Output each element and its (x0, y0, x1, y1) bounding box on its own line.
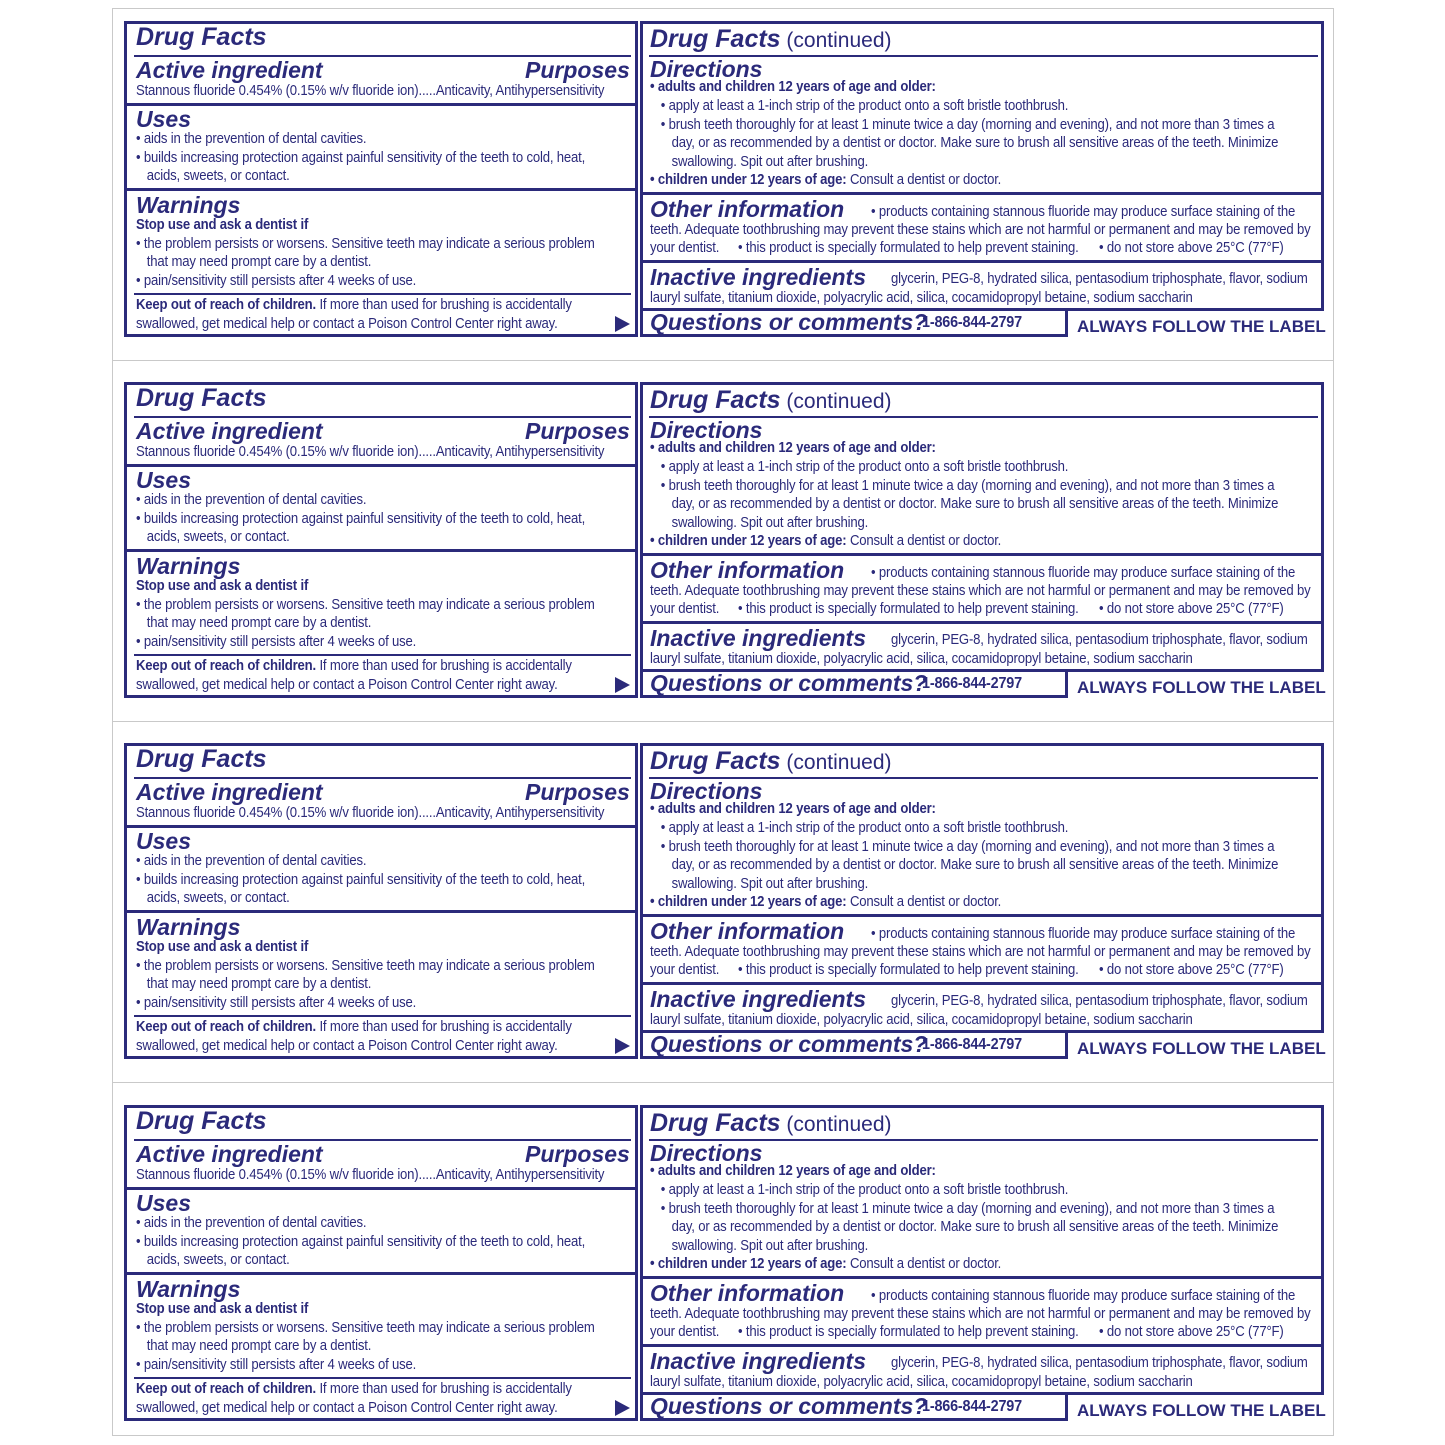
other-information-line: teeth. Adequate toothbrushing may prevent these stains which are not harmful or permanent and may be removed by (650, 583, 1311, 599)
divider (127, 1187, 635, 1190)
directions-item-continued: day, or as recommended by a dentist or doctor. Make sure to brush all sensitive areas of the teeth. Minimize (671, 857, 1279, 873)
directions-adults: • adults and children 12 years of age and older: (650, 79, 936, 95)
drug-facts-panel (124, 382, 1324, 702)
other-information-line: • this product is specially formulated to help prevent staining. (738, 1324, 1079, 1340)
divider (134, 293, 631, 295)
directions-item: • brush teeth thoroughly for at least 1 minute twice a day (morning and evening), and not more than 3 times a (660, 478, 1275, 494)
continued-suffix: (continued) (780, 751, 892, 774)
other-information-line: your dentist. (650, 962, 720, 978)
divider (643, 192, 1321, 195)
warnings-heading: Warnings (136, 192, 241, 218)
warnings-item-continued: that may need prompt care by a dentist. (146, 615, 372, 631)
directions-heading: Directions (650, 778, 763, 804)
uses-heading: Uses (136, 106, 191, 132)
drug-facts-left-box (124, 743, 638, 1059)
other-information-heading: Other information (650, 557, 845, 583)
directions-children (650, 1255, 1001, 1274)
directions-adults: • adults and children 12 years of age and older: (650, 440, 936, 456)
other-information-heading: Other information (650, 1280, 845, 1306)
other-information-line: your dentist. (650, 1324, 720, 1340)
other-information-line: • products containing stannous fluoride may produce surface staining of the (871, 204, 1296, 220)
drug-facts-continued-box (640, 1105, 1324, 1395)
directions-item: • brush teeth thoroughly for at least 1 minute twice a day (morning and evening), and not more than 3 times a (660, 1201, 1275, 1217)
inactive-ingredients-heading: Inactive ingredients (650, 986, 867, 1012)
other-information-line: • this product is specially formulated to help prevent staining. (738, 962, 1079, 978)
directions-item: • brush teeth thoroughly for at least 1 minute twice a day (morning and evening), and not more than 3 times a (660, 839, 1275, 855)
keep-out-bold: Keep out of reach of children. (136, 658, 316, 674)
directions-item-continued: swallowing. Spit out after brushing. (671, 515, 869, 531)
warnings-heading: Warnings (136, 553, 241, 579)
phone-number: 1-866-844-2797 (922, 1036, 1022, 1053)
warnings-item-continued: that may need prompt care by a dentist. (146, 254, 372, 270)
directions-children-bold: • children under 12 years of age: (650, 172, 847, 188)
inactive-ingredients-line: lauryl sulfate, titanium dioxide, polyacrylic acid, silica, cocamidopropyl betaine, sodium saccharin (650, 1374, 1193, 1390)
continued-title-main: Drug Facts (650, 747, 781, 775)
divider (127, 103, 635, 106)
active-ingredient-heading: Active ingredient (136, 779, 323, 805)
keep-out-rest: If more than used for brushing is accidentally (315, 1381, 572, 1397)
uses-item: • aids in the prevention of dental cavities. (136, 131, 367, 147)
continued-title-main: Drug Facts (650, 386, 781, 414)
other-information-line: • products containing stannous fluoride may produce surface staining of the (871, 1288, 1296, 1304)
active-ingredient-heading: Active ingredient (136, 418, 323, 444)
other-information-heading: Other information (650, 918, 845, 944)
inactive-ingredients-line: glycerin, PEG-8, hydrated silica, pentasodium triphosphate, flavor, sodium (891, 993, 1308, 1009)
continued-title-main: Drug Facts (650, 25, 781, 53)
continued-title (650, 26, 892, 54)
keep-out-line (136, 657, 572, 676)
other-information-line: • products containing stannous fluoride may produce surface staining of the (871, 565, 1296, 581)
warnings-item-continued: that may need prompt care by a dentist. (146, 976, 372, 992)
keep-out-bold: Keep out of reach of children. (136, 1381, 316, 1397)
uses-item-continued: acids, sweets, or contact. (146, 890, 290, 906)
directions-heading: Directions (650, 56, 763, 82)
directions-adults: • adults and children 12 years of age and older: (650, 801, 936, 817)
warnings-heading: Warnings (136, 1276, 241, 1302)
phone-number: 1-866-844-2797 (922, 675, 1022, 692)
divider (127, 910, 635, 913)
continued-title (650, 1110, 892, 1138)
questions-heading: Questions or comments? (650, 670, 928, 696)
directions-adults: • adults and children 12 years of age and older: (650, 1163, 936, 1179)
inactive-ingredients-line: lauryl sulfate, titanium dioxide, polyacrylic acid, silica, cocamidopropyl betaine, sodium saccharin (650, 1012, 1193, 1028)
always-follow-the-label: ALWAYS FOLLOW THE LABEL (1077, 317, 1326, 336)
phone-number: 1-866-844-2797 (922, 1398, 1022, 1415)
warnings-item-continued: that may need prompt care by a dentist. (146, 1338, 372, 1354)
keep-out-line (136, 1380, 572, 1399)
keep-out-line-2: swallowed, get medical help or contact a Poison Control Center right away. (136, 677, 558, 693)
other-information-line: • products containing stannous fluoride may produce surface staining of the (871, 926, 1296, 942)
questions-heading: Questions or comments? (650, 1393, 928, 1419)
drug-facts-title: Drug Facts (136, 23, 267, 51)
other-information-line: your dentist. (650, 601, 720, 617)
directions-item-continued: swallowing. Spit out after brushing. (671, 876, 869, 892)
keep-out-line-2: swallowed, get medical help or contact a Poison Control Center right away. (136, 1400, 558, 1416)
divider (643, 553, 1321, 556)
keep-out-line (136, 296, 572, 315)
inactive-ingredients-heading: Inactive ingredients (650, 625, 867, 651)
inactive-ingredients-line: glycerin, PEG-8, hydrated silica, pentasodium triphosphate, flavor, sodium (891, 1355, 1308, 1371)
other-information-line: teeth. Adequate toothbrushing may prevent these stains which are not harmful or permanent and may be removed by (650, 222, 1311, 238)
divider (643, 982, 1321, 985)
other-information-line: • do not store above 25°C (77°F) (1099, 1324, 1284, 1340)
directions-children-rest: Consult a dentist or doctor. (846, 172, 1002, 188)
keep-out-rest: If more than used for brushing is accidentally (315, 658, 572, 674)
directions-item-continued: day, or as recommended by a dentist or doctor. Make sure to brush all sensitive areas of the teeth. Minimize (671, 496, 1279, 512)
warnings-item: • pain/sensitivity still persists after 4 weeks of use. (136, 995, 417, 1011)
continued-suffix: (continued) (780, 29, 892, 52)
divider (134, 654, 631, 656)
directions-children (650, 171, 1001, 190)
active-ingredient-heading: Active ingredient (136, 57, 323, 83)
warnings-item: • the problem persists or worsens. Sensitive teeth may indicate a serious problem (136, 958, 595, 974)
divider (643, 260, 1321, 263)
questions-box (640, 309, 1068, 337)
divider (127, 549, 635, 552)
purposes-heading: Purposes (525, 779, 630, 805)
inactive-ingredients-heading: Inactive ingredients (650, 264, 867, 290)
drug-facts-continued-box (640, 382, 1324, 672)
directions-item: • apply at least a 1-inch strip of the product onto a soft bristle toothbrush. (660, 820, 1069, 836)
drug-facts-continued-box (640, 21, 1324, 311)
divider (127, 825, 635, 828)
uses-item: • aids in the prevention of dental cavities. (136, 853, 367, 869)
uses-item: • builds increasing protection against painful sensitivity of the teeth to cold, heat, (136, 511, 586, 527)
continued-suffix: (continued) (780, 390, 892, 413)
drug-facts-title: Drug Facts (136, 384, 267, 412)
directions-children-bold: • children under 12 years of age: (650, 894, 847, 910)
uses-item: • aids in the prevention of dental cavities. (136, 492, 367, 508)
directions-children (650, 532, 1001, 551)
continued-suffix: (continued) (780, 1113, 892, 1136)
keep-out-line-2: swallowed, get medical help or contact a Poison Control Center right away. (136, 1038, 558, 1054)
always-follow-the-label: ALWAYS FOLLOW THE LABEL (1077, 1039, 1326, 1058)
drug-facts-panel (124, 21, 1324, 341)
continued-title (650, 387, 892, 415)
drug-facts-left-box (124, 21, 638, 337)
purposes-heading: Purposes (525, 1141, 630, 1167)
purposes-heading: Purposes (525, 57, 630, 83)
directions-item-continued: day, or as recommended by a dentist or doctor. Make sure to brush all sensitive areas of the teeth. Minimize (671, 135, 1279, 151)
directions-item: • brush teeth thoroughly for at least 1 minute twice a day (morning and evening), and not more than 3 times a (660, 117, 1275, 133)
inactive-ingredients-line: glycerin, PEG-8, hydrated silica, pentasodium triphosphate, flavor, sodium (891, 632, 1308, 648)
inactive-ingredients-line: glycerin, PEG-8, hydrated silica, pentasodium triphosphate, flavor, sodium (891, 271, 1308, 287)
questions-heading: Questions or comments? (650, 1031, 928, 1057)
drug-facts-left-box (124, 1105, 638, 1421)
active-ingredient-heading: Active ingredient (136, 1141, 323, 1167)
active-ingredient-text: Stannous fluoride 0.454% (0.15% w/v fluoride ion).....Anticavity, Antihypersensitivity (136, 83, 605, 99)
directions-children-bold: • children under 12 years of age: (650, 533, 847, 549)
directions-children-rest: Consult a dentist or doctor. (846, 894, 1002, 910)
directions-item-continued: day, or as recommended by a dentist or doctor. Make sure to brush all sensitive areas of the teeth. Minimize (671, 1219, 1279, 1235)
phone-number: 1-866-844-2797 (922, 314, 1022, 331)
panel-separator (113, 1082, 1333, 1083)
divider (127, 464, 635, 467)
inactive-ingredients-line: lauryl sulfate, titanium dioxide, polyacrylic acid, silica, cocamidopropyl betaine, sodium saccharin (650, 651, 1193, 667)
other-information-line: • do not store above 25°C (77°F) (1099, 240, 1284, 256)
directions-children-bold: • children under 12 years of age: (650, 1256, 847, 1272)
uses-heading: Uses (136, 828, 191, 854)
continue-arrow-icon (615, 677, 630, 693)
warnings-item: • the problem persists or worsens. Sensitive teeth may indicate a serious problem (136, 1320, 595, 1336)
directions-heading: Directions (650, 1140, 763, 1166)
warnings-item: • pain/sensitivity still persists after 4 weeks of use. (136, 1357, 417, 1373)
keep-out-bold: Keep out of reach of children. (136, 297, 316, 313)
drug-facts-right-column (640, 21, 1324, 337)
uses-item-continued: acids, sweets, or contact. (146, 1252, 290, 1268)
keep-out-line-2: swallowed, get medical help or contact a Poison Control Center right away. (136, 316, 558, 332)
uses-item: • builds increasing protection against painful sensitivity of the teeth to cold, heat, (136, 150, 586, 166)
warnings-item: • pain/sensitivity still persists after 4 weeks of use. (136, 634, 417, 650)
questions-box (640, 1393, 1068, 1421)
drug-facts-title: Drug Facts (136, 1107, 267, 1135)
warnings-stop-use: Stop use and ask a dentist if (136, 939, 309, 955)
keep-out-rest: If more than used for brushing is accidentally (315, 297, 572, 313)
divider (134, 1377, 631, 1379)
warnings-heading: Warnings (136, 914, 241, 940)
drug-facts-continued-box (640, 743, 1324, 1033)
directions-heading: Directions (650, 417, 763, 443)
uses-item-continued: acids, sweets, or contact. (146, 168, 290, 184)
divider (643, 1276, 1321, 1279)
other-information-line: • this product is specially formulated to help prevent staining. (738, 240, 1079, 256)
always-follow-the-label: ALWAYS FOLLOW THE LABEL (1077, 1401, 1326, 1420)
other-information-line: • do not store above 25°C (77°F) (1099, 962, 1284, 978)
divider (643, 1344, 1321, 1347)
continue-arrow-icon (615, 316, 630, 332)
directions-item: • apply at least a 1-inch strip of the product onto a soft bristle toothbrush. (660, 1182, 1069, 1198)
continue-arrow-icon (615, 1400, 630, 1416)
other-information-line: your dentist. (650, 240, 720, 256)
keep-out-rest: If more than used for brushing is accidentally (315, 1019, 572, 1035)
warnings-item: • the problem persists or worsens. Sensitive teeth may indicate a serious problem (136, 597, 595, 613)
drug-facts-left-box (124, 382, 638, 698)
inactive-ingredients-heading: Inactive ingredients (650, 1348, 867, 1374)
continue-arrow-icon (615, 1038, 630, 1054)
other-information-line: • this product is specially formulated to help prevent staining. (738, 601, 1079, 617)
divider (127, 1272, 635, 1275)
directions-children-rest: Consult a dentist or doctor. (846, 1256, 1002, 1272)
divider (127, 188, 635, 191)
uses-item: • aids in the prevention of dental cavities. (136, 1215, 367, 1231)
drug-facts-panel (124, 743, 1324, 1063)
divider (643, 621, 1321, 624)
keep-out-bold: Keep out of reach of children. (136, 1019, 316, 1035)
drug-facts-panel (124, 1105, 1324, 1425)
drug-facts-right-column (640, 1105, 1324, 1421)
active-ingredient-text: Stannous fluoride 0.454% (0.15% w/v fluoride ion).....Anticavity, Antihypersensitivity (136, 805, 605, 821)
active-ingredient-text: Stannous fluoride 0.454% (0.15% w/v fluoride ion).....Anticavity, Antihypersensitivity (136, 444, 605, 460)
other-information-line: teeth. Adequate toothbrushing may prevent these stains which are not harmful or permanent and may be removed by (650, 1306, 1311, 1322)
inactive-ingredients-line: lauryl sulfate, titanium dioxide, polyacrylic acid, silica, cocamidopropyl betaine, sodium saccharin (650, 290, 1193, 306)
questions-heading: Questions or comments? (650, 309, 928, 335)
warnings-stop-use: Stop use and ask a dentist if (136, 217, 309, 233)
directions-item-continued: swallowing. Spit out after brushing. (671, 1238, 869, 1254)
other-information-line: teeth. Adequate toothbrushing may prevent these stains which are not harmful or permanent and may be removed by (650, 944, 1311, 960)
continued-title (650, 748, 892, 776)
other-information-heading: Other information (650, 196, 845, 222)
uses-item-continued: acids, sweets, or contact. (146, 529, 290, 545)
always-follow-the-label: ALWAYS FOLLOW THE LABEL (1077, 678, 1326, 697)
uses-item: • builds increasing protection against painful sensitivity of the teeth to cold, heat, (136, 872, 586, 888)
uses-heading: Uses (136, 467, 191, 493)
active-ingredient-text: Stannous fluoride 0.454% (0.15% w/v fluoride ion).....Anticavity, Antihypersensitivity (136, 1167, 605, 1183)
panel-separator (113, 721, 1333, 722)
other-information-line: • do not store above 25°C (77°F) (1099, 601, 1284, 617)
uses-item: • builds increasing protection against painful sensitivity of the teeth to cold, heat, (136, 1234, 586, 1250)
divider (134, 1015, 631, 1017)
warnings-stop-use: Stop use and ask a dentist if (136, 578, 309, 594)
keep-out-line (136, 1018, 572, 1037)
uses-heading: Uses (136, 1190, 191, 1216)
purposes-heading: Purposes (525, 418, 630, 444)
divider (643, 914, 1321, 917)
questions-box (640, 1031, 1068, 1059)
directions-item-continued: swallowing. Spit out after brushing. (671, 154, 869, 170)
questions-box (640, 670, 1068, 698)
drug-facts-right-column (640, 382, 1324, 698)
directions-children-rest: Consult a dentist or doctor. (846, 533, 1002, 549)
warnings-stop-use: Stop use and ask a dentist if (136, 1301, 309, 1317)
directions-children (650, 893, 1001, 912)
directions-item: • apply at least a 1-inch strip of the product onto a soft bristle toothbrush. (660, 459, 1069, 475)
warnings-item: • the problem persists or worsens. Sensitive teeth may indicate a serious problem (136, 236, 595, 252)
drug-facts-right-column (640, 743, 1324, 1059)
drug-facts-title: Drug Facts (136, 745, 267, 773)
warnings-item: • pain/sensitivity still persists after 4 weeks of use. (136, 273, 417, 289)
continued-title-main: Drug Facts (650, 1109, 781, 1137)
panel-separator (113, 360, 1333, 361)
directions-item: • apply at least a 1-inch strip of the product onto a soft bristle toothbrush. (660, 98, 1069, 114)
